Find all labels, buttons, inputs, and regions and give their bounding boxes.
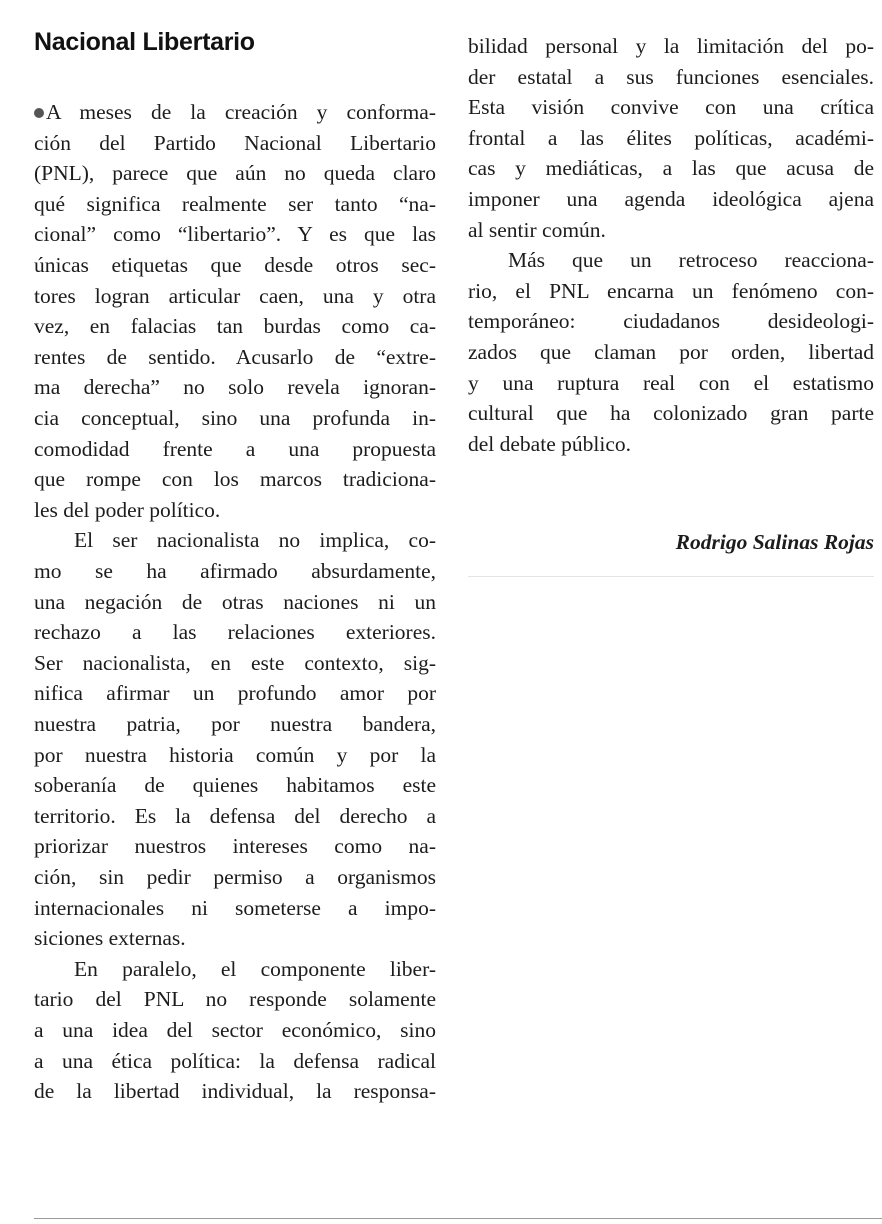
article-line-text: del debate público. — [468, 431, 631, 456]
article-line — [468, 94, 874, 121]
article-line-text: temporáneo: ciudadanos desideologi- — [468, 309, 874, 334]
article-line-text: comodidad frente a una propuesta — [34, 436, 436, 461]
article-line — [34, 833, 436, 860]
article-line — [34, 160, 436, 187]
article-line-text: internacionales ni someterse a impo- — [34, 895, 436, 920]
article-line — [34, 925, 436, 952]
article-line — [34, 1078, 436, 1105]
article-line-text: zados que claman por orden, libertad — [468, 340, 874, 364]
article-line — [34, 191, 436, 218]
article-line — [34, 283, 436, 310]
article-line-text: rechazo a las relaciones exteriores. — [34, 620, 436, 645]
article-line — [468, 339, 874, 366]
article-line — [74, 527, 436, 554]
article-line-text: a una ética política: la defensa radical — [34, 1048, 436, 1073]
article-line-text: bilidad personal y la limitación del po- — [468, 34, 874, 58]
article-line — [34, 680, 436, 707]
article-line — [34, 986, 436, 1013]
article-line — [468, 186, 874, 213]
article-line — [34, 619, 436, 646]
article-line — [34, 313, 436, 340]
article-line-text: mo se ha afirmado absurdamente, — [34, 559, 436, 583]
article-line-text: territorio. Es la defensa del derecho a — [34, 803, 436, 828]
bullet-icon — [34, 108, 44, 118]
article-line — [34, 405, 436, 432]
article-line-text: imponer una agenda ideológica ajena — [468, 187, 874, 211]
article-line — [468, 33, 874, 60]
article-line — [34, 221, 436, 248]
article-line-text: siciones externas. — [34, 926, 186, 951]
article-line — [34, 374, 436, 401]
article-line-text: por nuestra historia común y por la — [34, 742, 436, 767]
article-line-text: rio, el PNL encarna un fenómeno con- — [468, 278, 874, 303]
article-line — [34, 895, 436, 922]
article-line — [34, 344, 436, 371]
article-line-text: cas y mediáticas, a las que acusa de — [468, 156, 874, 181]
article-line-text: vez, en falacias tan burdas como ca- — [34, 314, 436, 339]
article-line — [34, 589, 436, 616]
article-line — [34, 864, 436, 891]
article-line — [34, 711, 436, 738]
article-line — [468, 370, 874, 397]
article-line — [468, 155, 874, 182]
article-line-text: En paralelo, el componente liber- — [74, 956, 436, 981]
article-line — [34, 252, 436, 279]
article-line — [468, 278, 874, 305]
article-line — [508, 247, 874, 274]
article-line-text: Esta visión convive con una crítica — [468, 95, 874, 120]
article-line-text: tario del PNL no responde solamente — [34, 987, 436, 1012]
article-line-text: Más que un retroceso reacciona- — [508, 248, 874, 273]
article-line-text: únicas etiquetas que desde otros sec- — [34, 253, 436, 277]
article-line — [34, 1017, 436, 1044]
article-line — [34, 650, 436, 677]
article-line-text: una negación de otras naciones ni un — [34, 589, 436, 614]
article-line-text: nuestra patria, por nuestra bandera, — [34, 712, 436, 736]
article-line-text: frontal a las élites políticas, académi- — [468, 125, 874, 150]
article-line — [34, 1048, 436, 1075]
article-line — [34, 99, 436, 126]
article-line — [34, 742, 436, 769]
signature-divider — [468, 576, 874, 577]
article-line-text: tores logran articular caen, una y otra — [34, 283, 436, 308]
article-line — [468, 64, 874, 91]
article-line — [34, 130, 436, 157]
article-line — [74, 956, 436, 983]
author-signature: Rodrigo Salinas Rojas — [675, 530, 874, 554]
article-line-text: qué significa realmente ser tanto “na- — [34, 191, 436, 216]
article-line-text: cia conceptual, sino una profunda in- — [34, 406, 436, 430]
article-line — [34, 466, 436, 493]
article-line-text: El ser nacionalista no implica, co- — [74, 528, 436, 553]
article-line — [468, 431, 874, 458]
article-line-text: de la libertad individual, la responsa- — [34, 1079, 436, 1104]
article-line-text: al sentir común. — [468, 217, 606, 242]
article-line-text: les del poder político. — [34, 497, 221, 522]
article-line-text: cional” como “libertario”. Y es que las — [34, 222, 436, 247]
article-line — [468, 308, 874, 335]
article-line-text: que rompe con los marcos tradiciona- — [34, 467, 436, 492]
article-line — [468, 400, 874, 427]
article-title: Nacional Libertario — [34, 28, 255, 56]
article-line-text: a una idea del sector económico, sino — [34, 1018, 436, 1042]
article-line — [34, 558, 436, 585]
article-line-text: A meses de la creación y conforma- — [46, 100, 436, 124]
article-line-text: Ser nacionalista, en este contexto, sig- — [34, 650, 436, 675]
article-line — [34, 436, 436, 463]
article-line-text: ma derecha” no solo revela ignoran- — [34, 375, 436, 400]
article-line-text: der estatal a sus funciones esenciales. — [468, 64, 874, 89]
bottom-rule — [34, 1218, 882, 1219]
article-line-text: (PNL), parece que aún no queda claro — [34, 161, 436, 186]
article-line — [468, 217, 874, 244]
article-line — [34, 497, 436, 524]
article-line-text: rentes de sentido. Acusarlo de “extre- — [34, 344, 436, 369]
article-line — [34, 772, 436, 799]
article-line-text: ción, sin pedir permiso a organismos — [34, 865, 436, 889]
article-line-text: cultural que ha colonizado gran parte — [468, 401, 874, 426]
article-line-text: y una ruptura real con el estatismo — [468, 370, 874, 395]
article-line — [34, 803, 436, 830]
article-line-text: ción del Partido Nacional Libertario — [34, 130, 436, 155]
article-line-text: soberanía de quienes habitamos este — [34, 773, 436, 798]
article-line — [468, 125, 874, 152]
article-line-text: priorizar nuestros intereses como na- — [34, 834, 436, 859]
article-line-text: nifica afirmar un profundo amor por — [34, 681, 436, 706]
